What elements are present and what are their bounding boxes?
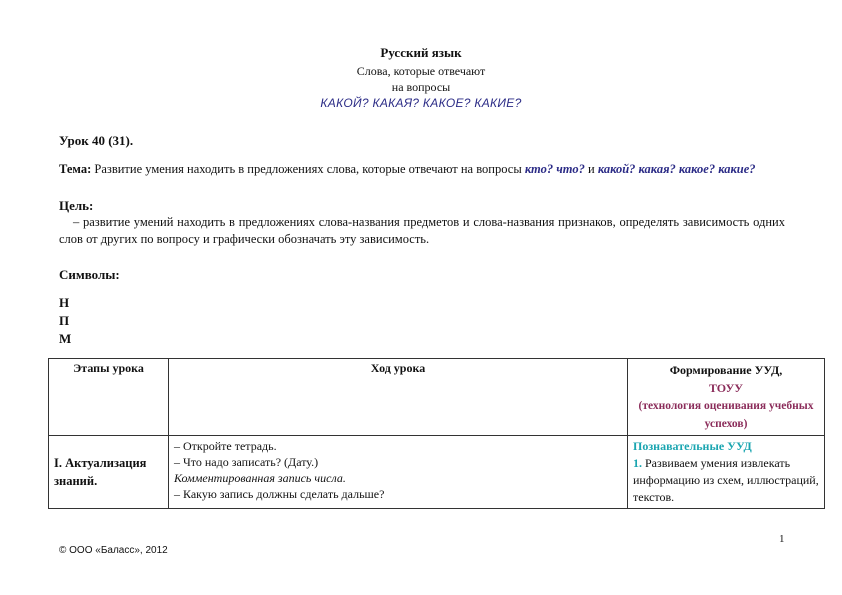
lesson-topic: [59, 161, 785, 178]
uud-text-block: [633, 455, 819, 506]
lesson-table: [48, 358, 825, 509]
topic-text: Развитие умения находить в предложениях слова, которые отвечают на вопросы: [94, 162, 522, 176]
goal-text: – развитие умений находить в предложениях слова-названия предметов и слова-названия признаков, определять зависимость одних слов от других по вопросу и графически обозначать эту зависимость.: [59, 215, 785, 246]
topic-question-2: какой? какая? какое? какие?: [597, 162, 756, 176]
subject-title: Русский язык: [380, 45, 462, 60]
header-course: Ход урока: [169, 359, 628, 436]
uud-number: 1.: [633, 456, 642, 470]
header-uud-title: Формирование УУД,: [669, 363, 783, 377]
topic-and: и: [587, 162, 595, 176]
stage-cell: I. Актуализация знаний.: [49, 436, 169, 509]
heading-line-2: на вопросы: [391, 80, 451, 94]
course-line: Комментированная запись числа.: [174, 471, 346, 485]
uud-heading: Познавательные УУД: [633, 439, 752, 453]
symbol-item: Н: [59, 295, 70, 310]
header-uud: [628, 359, 825, 436]
uud-text: Развиваем умения извлекать информацию из схем, иллюстраций, текстов.: [633, 456, 819, 504]
page-number: 1: [779, 533, 785, 545]
header-touu-sub: (технология оценивания учебных успехов): [638, 400, 814, 430]
topic-question-1: кто? что?: [524, 162, 585, 176]
course-line: – Откройте тетрадь.: [174, 439, 277, 453]
footer-copyright: © ООО «Баласс», 2012: [59, 545, 168, 556]
course-line: – Что надо записать? (Дату.): [174, 455, 319, 469]
topic-label: Тема:: [59, 162, 92, 176]
uud-cell: [628, 436, 825, 509]
symbol-item: П: [59, 313, 70, 328]
table-row: [49, 436, 825, 509]
header-touu: ТОУУ: [708, 381, 744, 395]
goal-label: Цель:: [59, 198, 94, 213]
header-stages: Этапы урока: [49, 359, 169, 436]
heading-line-1: Слова, которые отвечают: [356, 64, 486, 78]
course-line: – Какую запись должны сделать дальше?: [174, 487, 385, 501]
heading-questions: КАКОЙ? КАКАЯ? КАКОЕ? КАКИЕ?: [320, 96, 522, 110]
course-cell: [169, 436, 628, 509]
table-header-row: [49, 359, 825, 436]
symbol-item: М: [59, 331, 72, 346]
lesson-number: Урок 40 (31).: [59, 133, 134, 148]
symbols-label: Символы:: [59, 267, 120, 282]
